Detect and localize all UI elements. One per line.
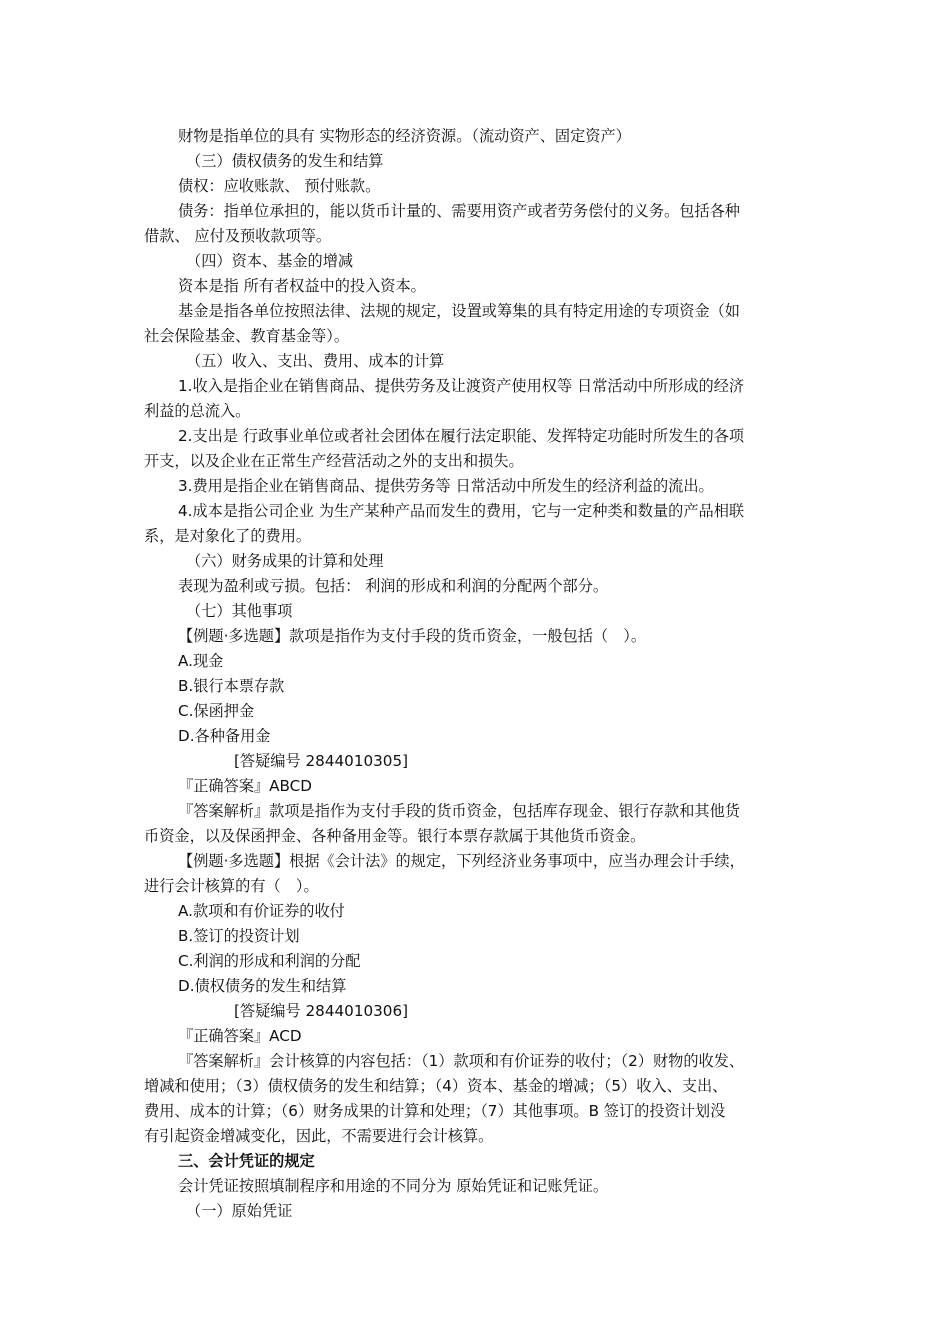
answer-explanation: 币资金，以及保函押金、各种备用金等。银行本票存款属于其他货币资金。 xyxy=(144,827,646,845)
answer-explanation: 『答案解析』会计核算的内容包括：（1）款项和有价证券的收付；（2）财物的收发、 xyxy=(178,1052,745,1070)
paragraph-line: 表现为盈利或亏损。包括： 利润的形成和利润的分配两个部分。 xyxy=(178,577,609,595)
paragraph-line: 4.成本是指公司企业 为生产某种产品而发生的费用，它与一定种类和数量的产品相联 xyxy=(178,502,745,520)
paragraph-line: 1.收入是指企业在销售商品、提供劳务及让渡资产使用权等 日常活动中所形成的经济 xyxy=(178,377,745,395)
answer-explanation: 增减和使用；（3）债权债务的发生和结算；（4）资本、基金的增减；（5）收入、支出、 xyxy=(144,1077,728,1095)
chapter-heading: 三、会计凭证的规定 xyxy=(178,1152,315,1170)
paragraph-line: 债务：指单位承担的，能以货币计量的、需要用资产或者劳务偿付的义务。包括各种 xyxy=(178,202,740,220)
section-heading: （五）收入、支出、费用、成本的计算 xyxy=(186,352,445,370)
section-heading: （六）财务成果的计算和处理 xyxy=(186,552,384,570)
option-a: A.现金 xyxy=(178,652,224,670)
paragraph-line: 基金是指各单位按照法律、法规的规定，设置或筹集的具有特定用途的专项资金（如 xyxy=(178,302,740,320)
section-heading: （七）其他事项 xyxy=(186,602,293,620)
paragraph-line: 债权：应收账款、 预付账款。 xyxy=(178,177,381,195)
paragraph-line: 利益的总流入。 xyxy=(144,402,251,420)
paragraph-line: 开支，以及企业在正常生产经营活动之外的支出和损失。 xyxy=(144,452,524,470)
paragraph-line: 资本是指 所有者权益中的投入资本。 xyxy=(178,277,426,295)
question-id: [答疑编号 2844010305] xyxy=(234,752,409,770)
paragraph-line: 社会保险基金、教育基金等）。 xyxy=(144,327,350,345)
question-stem: 【例题·多选题】根据《会计法》的规定，下列经济业务事项中，应当办理会计手续， xyxy=(178,852,745,870)
question-stem: 进行会计核算的有（ ）。 xyxy=(144,877,319,895)
option-b: B.签订的投资计划 xyxy=(178,927,300,945)
question-id: [答疑编号 2844010306] xyxy=(234,1002,409,1020)
paragraph-line: 借款、 应付及预收款项等。 xyxy=(144,227,332,245)
option-b: B.银行本票存款 xyxy=(178,677,285,695)
paragraph-line: 2.支出是 行政事业单位或者社会团体在履行法定职能、发挥特定功能时所发生的各项 xyxy=(178,427,745,445)
option-d: D.债权债务的发生和结算 xyxy=(178,977,347,995)
answer-explanation: 费用、成本的计算；（6）财务成果的计算和处理；（7）其他事项。B 签订的投资计划没 xyxy=(144,1102,726,1120)
option-a: A.款项和有价证券的收付 xyxy=(178,902,345,920)
section-heading: （三）债权债务的发生和结算 xyxy=(186,152,384,170)
option-c: C.利润的形成和利润的分配 xyxy=(178,952,361,970)
paragraph-line: 会计凭证按照填制程序和用途的不同分为 原始凭证和记账凭证。 xyxy=(178,1177,609,1195)
section-heading: （一）原始凭证 xyxy=(186,1202,293,1220)
option-c: C.保函押金 xyxy=(178,702,255,720)
option-d: D.各种备用金 xyxy=(178,727,271,745)
answer-explanation: 有引起资金增减变化，因此，不需要进行会计核算。 xyxy=(144,1127,494,1145)
question-stem: 【例题·多选题】款项是指作为支付手段的货币资金，一般包括（ ）。 xyxy=(178,627,647,645)
paragraph-line: 3.费用是指企业在销售商品、提供劳务等 日常活动中所发生的经济利益的流出。 xyxy=(178,477,714,495)
paragraph-line: 系，是对象化了的费用。 xyxy=(144,527,312,545)
section-heading: （四）资本、基金的增减 xyxy=(186,252,354,270)
correct-answer: 『正确答案』ABCD xyxy=(178,777,312,795)
correct-answer: 『正确答案』ACD xyxy=(178,1027,302,1045)
paragraph-line: 财物是指单位的具有 实物形态的经济资源。（流动资产、固定资产） xyxy=(178,127,631,145)
answer-explanation: 『答案解析』款项是指作为支付手段的货币资金，包括库存现金、银行存款和其他货 xyxy=(178,802,740,820)
